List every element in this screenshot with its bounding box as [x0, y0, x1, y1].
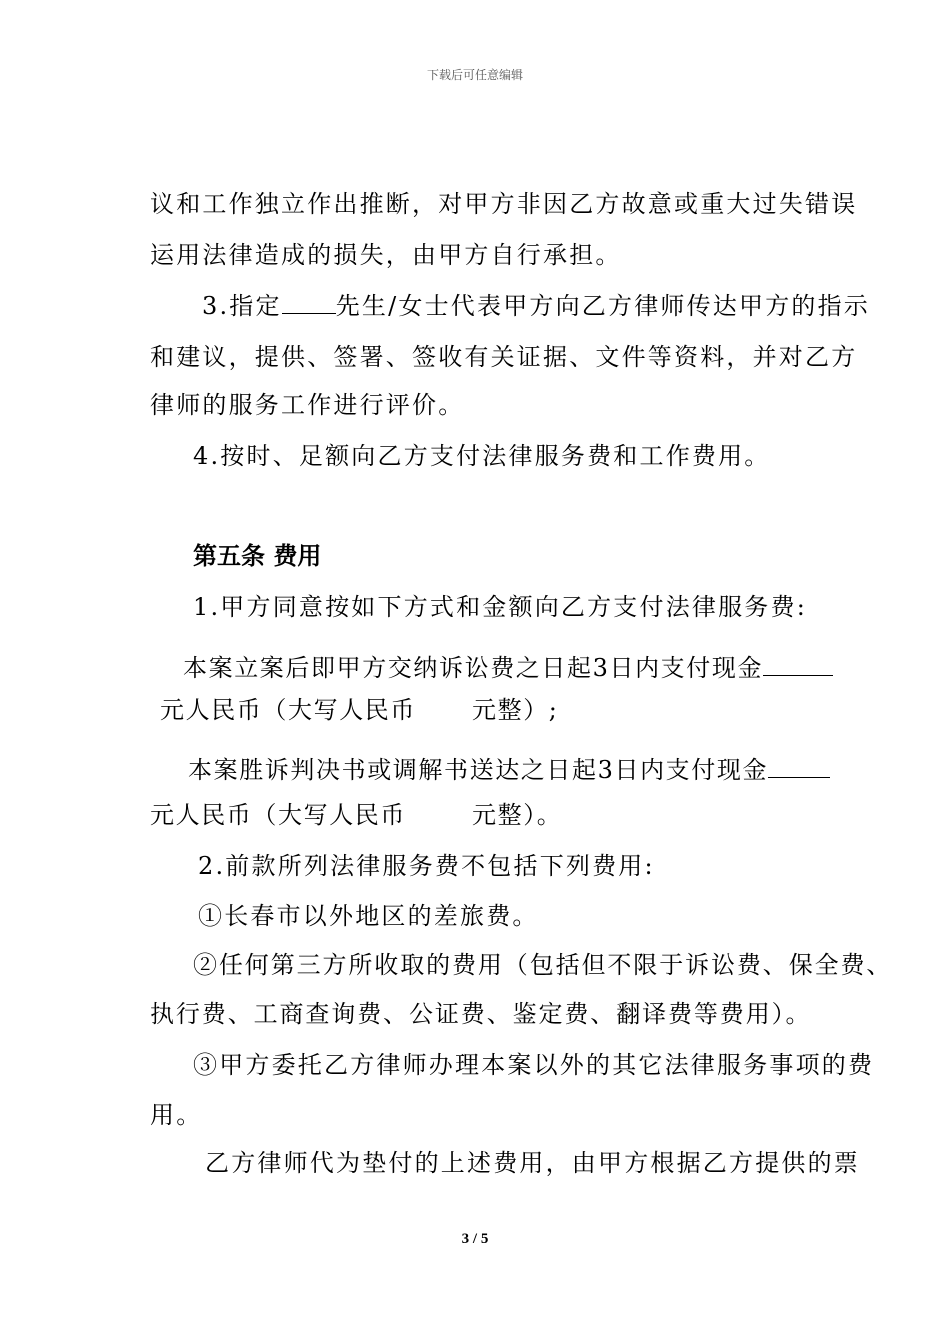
- list-item: ②任何第三方所收取的费用（包括但不限于诉讼费、保全费、: [193, 951, 893, 979]
- fill-in-blank: [768, 755, 830, 778]
- fill-in-blank: [763, 653, 833, 676]
- paragraph-line: 议和工作独立作出推断，对甲方非因乙方故意或重大过失错误: [150, 190, 858, 218]
- list-item: ①长春市以外地区的差旅费。: [198, 902, 539, 930]
- clause-text: 本案立案后即甲方交纳诉讼费之日起3日内支付现金: [183, 654, 764, 682]
- page-header: 下载后可任意编辑: [426, 68, 523, 82]
- paragraph-line: 乙方律师代为垫付的上述费用，由甲方根据乙方提供的票: [205, 1149, 860, 1177]
- list-item-continuation: 用。: [150, 1101, 203, 1129]
- paragraph-line: 2.前款所列法律服务费不包括下列费用:: [198, 852, 655, 880]
- list-item: ③甲方委托乙方律师办理本案以外的其它法律服务事项的费: [193, 1051, 875, 1079]
- section-title: 第五条 费用: [193, 541, 322, 570]
- list-item-continuation: 执行费、工商查询费、公证费、鉴定费、翻译费等费用）。: [150, 1000, 812, 1028]
- paragraph-line: 运用法律造成的损失，由甲方自行承担。: [150, 241, 622, 269]
- paragraph-line: [160, 690, 559, 725]
- clause-text: 本案胜诉判决书或调解书送达之日起3日内支付现金: [188, 756, 769, 784]
- paragraph-line: [188, 750, 830, 785]
- clause-text: 先生/女士代表甲方向乙方律师传达甲方的指示: [335, 292, 870, 320]
- paragraph-line: 律师的服务工作进行评价。: [150, 391, 465, 419]
- clause-text: 元整）;: [472, 696, 559, 724]
- paragraph-line: [183, 648, 833, 683]
- clause-text: 3.指定: [202, 292, 282, 320]
- paragraph-line: 和建议，提供、签署、签收有关证据、文件等资料，并对乙方: [150, 343, 858, 371]
- fill-in-blank: [282, 291, 336, 314]
- clause-text: 元整）。: [472, 801, 563, 829]
- paragraph-line: [202, 286, 870, 321]
- page-number: 3 / 5: [461, 1231, 489, 1247]
- paragraph-line: 4.按时、足额向乙方支付法律服务费和工作费用。: [193, 442, 771, 470]
- paragraph-line: 1.甲方同意按如下方式和金额向乙方支付法律服务费:: [193, 593, 807, 621]
- clause-text: 元人民币（大写人民币: [150, 801, 406, 829]
- clause-text: 元人民币（大写人民币: [160, 696, 416, 724]
- paragraph-line: [150, 795, 562, 830]
